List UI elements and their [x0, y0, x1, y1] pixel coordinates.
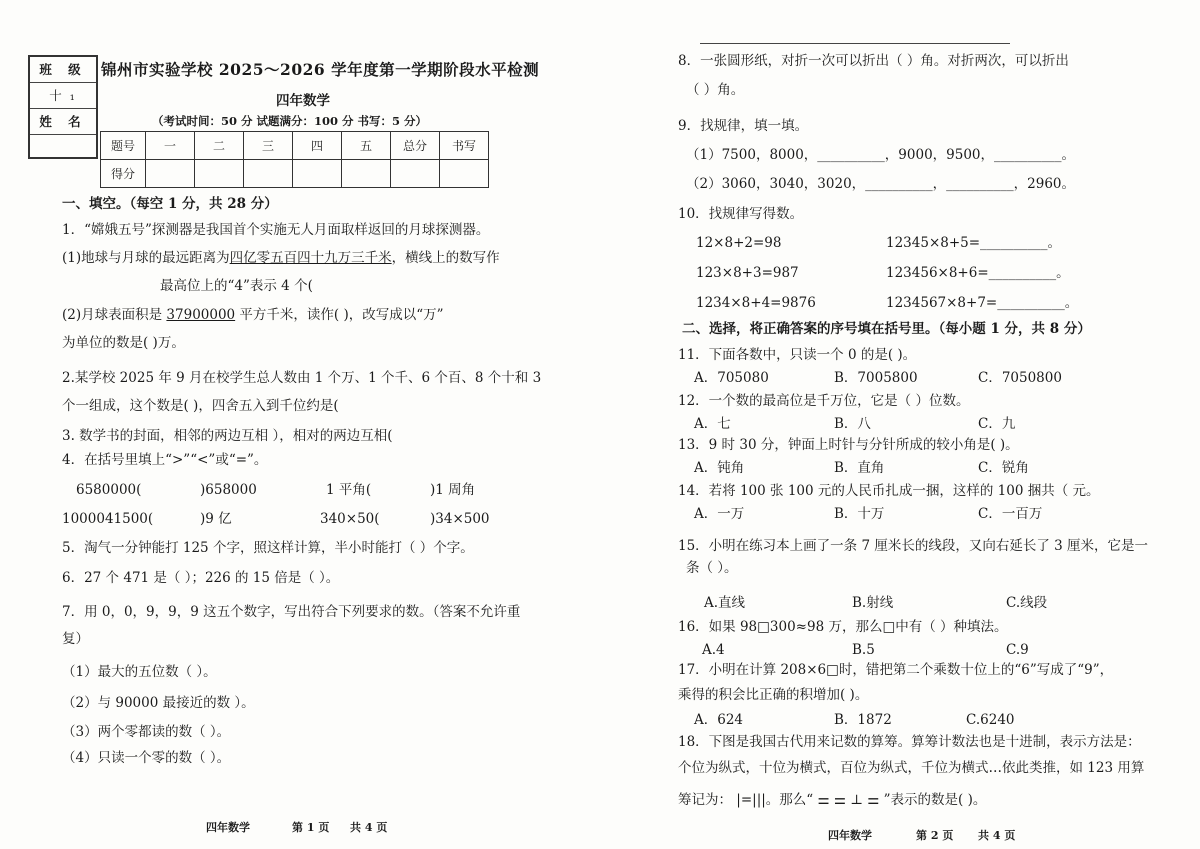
name-field[interactable] [30, 135, 96, 160]
section2-title: 二、选择，将正确答案的序号填在括号里。（每小题 1 分，共 8 分） [682, 321, 1091, 337]
left-page [0, 0, 560, 849]
score-header-cell: 总分 [391, 132, 440, 160]
question-1: 1．“嫦娥五号”探测器是我国首个实施无人月面取样返回的月球探测器。 [62, 222, 490, 238]
question-4-item: )34×500 [430, 511, 490, 527]
option-c: C.9 [1006, 642, 1029, 658]
question-4-item: 6580000( [76, 482, 142, 498]
option-c: C．7050800 [978, 370, 1062, 386]
question-8-line1: 8．一张圆形纸，对折一次可以折出（ ）角。对折两次，可以折出 [678, 53, 1069, 69]
question-7-2: （2）与 90000 最接近的数 ）。 [62, 695, 255, 711]
question-9-2: （2）3060，3040，3020，__________，__________，2960。 [686, 176, 1076, 192]
question-1-2-line2: 为单位的数是( )万。 [62, 335, 185, 351]
question-1-1-prefix: (1)地球与月球的最远距离为 [62, 250, 230, 266]
question-4-item: 1000041500( [62, 511, 154, 527]
question-2-line1: 2.某学校 2025 年 9 月在校学生总人数由 1 个万、1 个千、6 个百、8 个十和 3 [62, 370, 542, 386]
question-11: 11．下面各数中，只读一个 0 的是( )。 [678, 347, 917, 363]
option-a: A．一万 [694, 506, 745, 522]
question-17-line2: 乘得的积会比正确的积增加( )。 [678, 687, 869, 703]
footer-page: 第 1 页 [292, 821, 330, 834]
question-4-item: )658000 [200, 482, 257, 498]
question-1-2-prefix: (2)月球表面积是 [62, 307, 167, 323]
question-10-answer: 123456×8+6=__________。 [886, 265, 1070, 281]
score-table-header-row [101, 132, 489, 160]
question-18-line2: 个位为纵式，十位为横式，百位为纵式，千位为横式…依此类推，如 123 用算 [678, 760, 1145, 776]
question-18-line3: 筹记为： |=|||。那么“ ⚌ ⚌ ⊥ ⚌ ”表示的数是( )。 [678, 792, 987, 808]
option-a: A．钝角 [694, 460, 745, 476]
score-row-label: 得分 [101, 160, 146, 188]
score-header-cell: 三 [244, 132, 293, 160]
question-5: 5．淘气一分钟能打 125 个字，照这样计算，半小时能打（ ）个字。 [62, 540, 474, 556]
question-10-answer: 1234567×8+7=__________。 [886, 295, 1079, 311]
question-7-line2: 复） [62, 631, 89, 647]
score-cell[interactable] [146, 160, 195, 188]
question-9: 9．找规律，填一填。 [678, 118, 809, 134]
option-b: B．十万 [834, 506, 885, 522]
score-header-cell: 一 [146, 132, 195, 160]
option-b: B．八 [834, 416, 871, 432]
question-13: 13．9 时 30 分，钟面上时针与分针所成的较小角是( )。 [678, 437, 1019, 453]
question-1-2 [62, 307, 444, 323]
score-header-cell: 五 [342, 132, 391, 160]
question-16: 16．如果 98□300≈98 万，那么□中有（ ）种填法。 [678, 619, 1008, 635]
question-15-line2: 条（ ）。 [686, 560, 738, 576]
question-1-1 [62, 250, 500, 266]
question-18-line1: 18．下图是我国古代用来记数的算筹。算筹计数法也是十进制，表示方法是： [678, 734, 1141, 750]
question-4-item: 1 平角( [326, 482, 372, 498]
footer-subject: 四年数学 [206, 821, 250, 834]
question-1-1-suffix: ，横线上的数写作 [391, 250, 500, 266]
exam-info: （考试时间：50 分 试题满分：100 分 书写：5 分） [152, 114, 428, 128]
question-14: 14．若将 100 张 100 元的人民币扎成一捆，这样的 100 捆共（ 元。 [678, 483, 1100, 499]
question-1-2-underlined: 37900000 [166, 307, 236, 323]
option-a: A．七 [694, 416, 731, 432]
question-15-line1: 15．小明在练习本上画了一条 7 厘米长的线段，又向右延长了 3 厘米，它是一 [678, 538, 1149, 554]
question-7-3: （3）两个零都读的数（ ）。 [62, 724, 231, 740]
question-6: 6．27 个 471 是（ ）；226 的 15 倍是（ ）。 [62, 570, 340, 586]
exam-title: 锦州市实验学校 2025～2026 学年度第一学期阶段水平检测 [101, 60, 540, 79]
question-7-4: （4）只读一个零的数（ ）。 [62, 750, 231, 766]
option-a: A．705080 [694, 370, 769, 386]
question-3: 3. 数学书的封面，相邻的两边互相 ），相对的两边互相( [62, 428, 393, 444]
option-a: A.直线 [704, 595, 746, 611]
question-8-line2: （ ）角。 [686, 82, 745, 98]
right-page [600, 0, 1200, 849]
score-header-cell: 题号 [101, 132, 146, 160]
option-b: B.射线 [852, 595, 894, 611]
score-cell[interactable] [391, 160, 440, 188]
top-rule [700, 43, 1010, 44]
class-field[interactable]: 十 ₁ [30, 83, 96, 109]
question-1-1-underlined: 四亿零五百四十九万三千米 [229, 250, 392, 266]
question-7-line1: 7．用 0，0，9，9，9 这五个数字，写出符合下列要求的数。（答案不允许重 [62, 604, 521, 620]
question-7-1: （1）最大的五位数（ ）。 [62, 664, 217, 680]
name-label: 姓 名 [30, 109, 96, 135]
question-2-line2: 个一组成，这个数是( )，四舍五入到千位约是( [62, 398, 339, 414]
question-10-example: 123×8+3=987 [696, 265, 799, 281]
score-header-cell: 书写 [440, 132, 489, 160]
option-b: B．1872 [834, 712, 892, 728]
question-1-2-suffix: 平方千米，读作( )，改写成以“万” [235, 307, 444, 323]
footer-page: 第 2 页 [916, 829, 954, 842]
option-c: C．九 [978, 416, 1016, 432]
footer-total: 共 4 页 [350, 821, 388, 834]
score-cell[interactable] [244, 160, 293, 188]
question-4-item: )1 周角 [430, 482, 476, 498]
question-17-line1: 17．小明在计算 208×6□时，错把第二个乘数十位上的“6”写成了“9”， [678, 662, 1114, 678]
subject-title: 四年数学 [276, 93, 330, 109]
question-12: 12．一个数的最高位是千万位，它是（ ）位数。 [678, 393, 970, 409]
score-header-cell: 二 [195, 132, 244, 160]
question-1-1-line2: 最高位上的“4”表示 4 个( [160, 278, 313, 294]
footer-subject: 四年数学 [828, 829, 872, 842]
option-a: A．624 [694, 712, 744, 728]
option-c: C．一百万 [978, 506, 1043, 522]
option-c: C．锐角 [978, 460, 1029, 476]
question-10: 10．找规律写得数。 [678, 206, 804, 222]
question-10-example: 12×8+2=98 [696, 235, 782, 251]
question-4: 4．在括号里填上“>”“<”或“=”。 [62, 452, 268, 468]
class-name-box [28, 55, 98, 159]
score-cell[interactable] [293, 160, 342, 188]
score-cell[interactable] [195, 160, 244, 188]
option-b: B．7005800 [834, 370, 918, 386]
option-c: C.线段 [1006, 595, 1048, 611]
question-4-item: 340×50( [320, 511, 380, 527]
question-10-answer: 12345×8+5=__________。 [886, 235, 1062, 251]
score-cell[interactable] [440, 160, 489, 188]
section1-title: 一、填空。（每空 1 分，共 28 分） [62, 196, 278, 212]
question-4-item: )9 亿 [200, 511, 232, 527]
footer-total: 共 4 页 [978, 829, 1016, 842]
question-9-1: （1）7500，8000，__________，9000，9500，__________。 [686, 147, 1076, 163]
option-b: B．直角 [834, 460, 885, 476]
score-table [100, 131, 489, 188]
score-header-cell: 四 [293, 132, 342, 160]
score-cell[interactable] [342, 160, 391, 188]
option-c: C.6240 [966, 712, 1015, 728]
option-b: B.5 [852, 642, 875, 658]
question-10-example: 1234×8+4=9876 [696, 295, 816, 311]
score-table-score-row [101, 160, 489, 188]
option-a: A.4 [702, 642, 725, 658]
class-label: 班 级 [30, 57, 96, 83]
